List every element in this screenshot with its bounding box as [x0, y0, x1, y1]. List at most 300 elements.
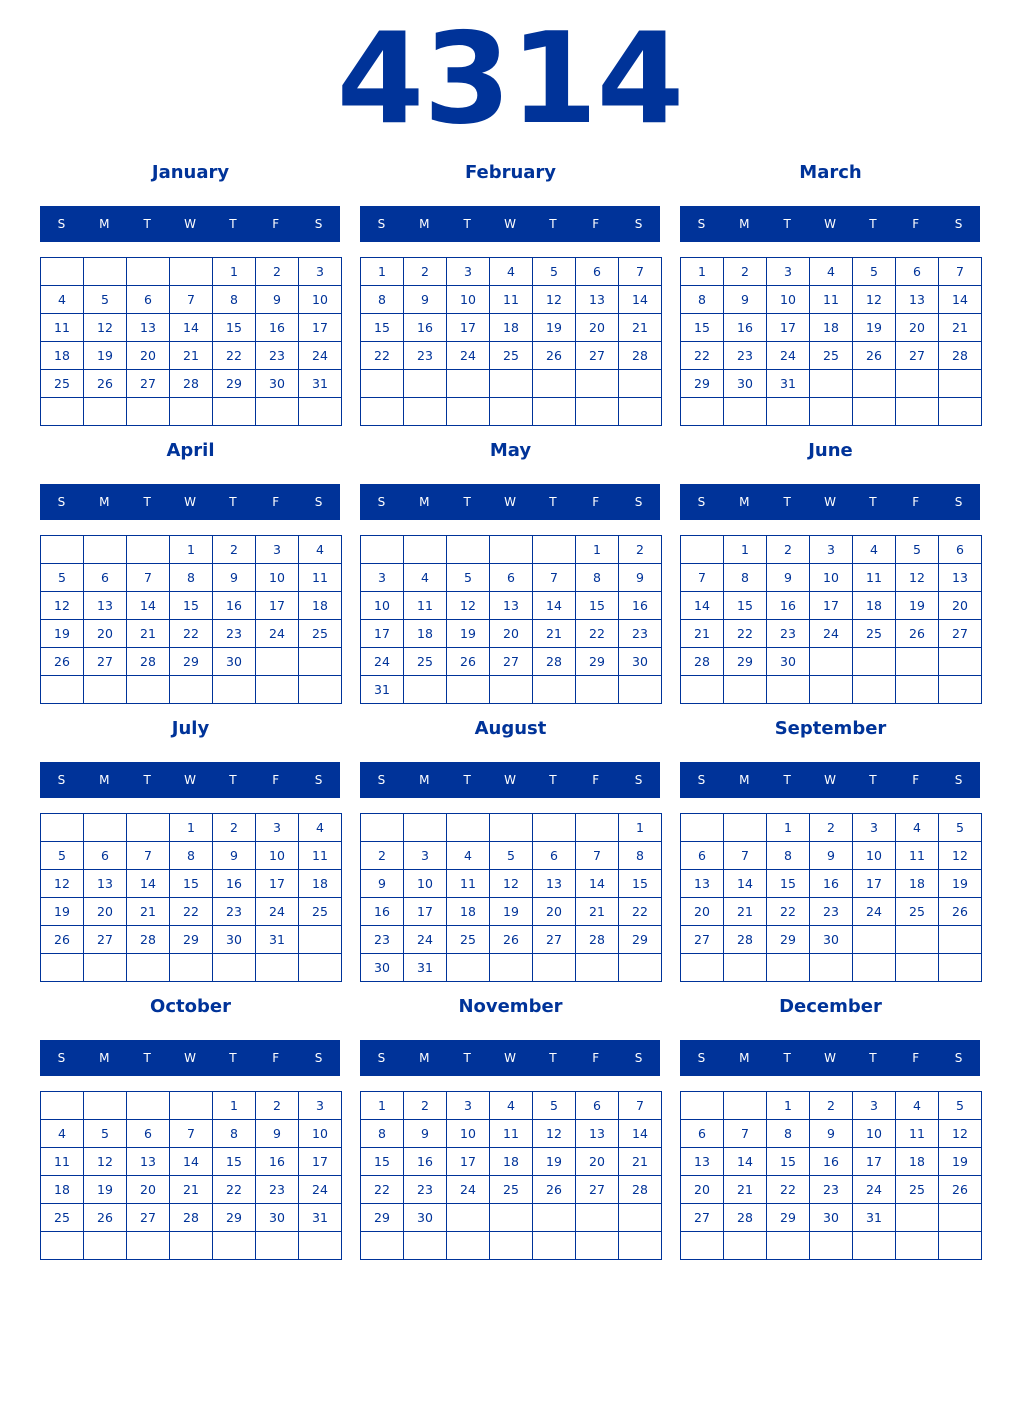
day-cell: 13 [895, 285, 939, 314]
empty-day-cell [83, 535, 127, 564]
day-cell: 23 [723, 341, 767, 370]
weekday-label: F [592, 495, 600, 509]
day-cell: 22 [618, 897, 662, 926]
empty-day-cell [723, 397, 767, 426]
empty-day-cell [446, 953, 490, 982]
day-cell: 5 [938, 813, 982, 842]
day-cell: 17 [403, 897, 447, 926]
weekday-label: S [697, 495, 706, 509]
weekday-label: T [229, 773, 237, 787]
month-name: February [464, 162, 557, 183]
day-cell: 11 [298, 563, 342, 592]
empty-day-cell [489, 1203, 533, 1232]
weekday-label: S [57, 217, 66, 231]
day-cell: 2 [403, 1091, 447, 1120]
empty-day-cell [403, 813, 447, 842]
day-cell: 15 [766, 1147, 810, 1176]
day-cell: 11 [852, 563, 896, 592]
day-cell: 27 [895, 341, 939, 370]
day-cell: 8 [360, 1119, 404, 1148]
day-cell: 21 [618, 313, 662, 342]
day-cell: 3 [255, 813, 299, 842]
day-grid [40, 535, 341, 704]
day-cell: 19 [40, 897, 84, 926]
weekday-label: M [419, 217, 430, 231]
day-cell: 13 [532, 869, 576, 898]
day-cell: 7 [723, 1119, 767, 1148]
day-cell: 24 [255, 897, 299, 926]
day-cell: 22 [680, 341, 724, 370]
day-cell: 9 [360, 869, 404, 898]
day-cell: 17 [298, 313, 342, 342]
day-cell: 12 [489, 869, 533, 898]
weekday-label: S [697, 1051, 706, 1065]
day-grid [360, 535, 661, 704]
day-cell: 16 [255, 313, 299, 342]
day-cell: 16 [809, 869, 853, 898]
day-cell: 5 [83, 285, 127, 314]
day-cell: 26 [489, 925, 533, 954]
day-cell: 1 [766, 1091, 810, 1120]
weekday-label: T [869, 1051, 877, 1065]
weekday-label: T [463, 1051, 471, 1065]
empty-day-cell [446, 1231, 490, 1260]
weekday-header [680, 484, 980, 520]
day-cell: 25 [298, 619, 342, 648]
empty-day-cell [255, 1231, 299, 1260]
day-cell: 14 [618, 285, 662, 314]
empty-day-cell [40, 675, 84, 704]
day-cell: 16 [212, 591, 256, 620]
day-cell: 12 [83, 1147, 127, 1176]
day-cell: 28 [938, 341, 982, 370]
day-cell: 22 [212, 1175, 256, 1204]
month-name: December [779, 996, 882, 1017]
empty-day-cell [809, 953, 853, 982]
empty-day-cell [575, 813, 619, 842]
empty-day-cell [403, 1231, 447, 1260]
day-cell: 13 [575, 1119, 619, 1148]
day-cell: 17 [298, 1147, 342, 1176]
day-cell: 14 [169, 313, 213, 342]
empty-day-cell [852, 397, 896, 426]
empty-day-cell [809, 647, 853, 676]
day-cell: 24 [852, 1175, 896, 1204]
day-cell: 25 [446, 925, 490, 954]
day-cell: 29 [680, 369, 724, 398]
weekday-label: T [143, 1051, 151, 1065]
day-cell: 4 [298, 535, 342, 564]
day-cell: 12 [938, 1119, 982, 1148]
weekday-label: S [634, 773, 643, 787]
weekday-label: T [143, 495, 151, 509]
day-cell: 30 [723, 369, 767, 398]
empty-day-cell [489, 675, 533, 704]
day-cell: 8 [212, 1119, 256, 1148]
empty-day-cell [575, 1203, 619, 1232]
day-cell: 19 [852, 313, 896, 342]
day-cell: 25 [852, 619, 896, 648]
day-cell: 24 [446, 341, 490, 370]
weekday-label: T [869, 773, 877, 787]
day-cell: 27 [83, 925, 127, 954]
day-cell: 17 [852, 869, 896, 898]
day-cell: 13 [126, 1147, 170, 1176]
day-cell: 26 [895, 619, 939, 648]
day-cell: 19 [446, 619, 490, 648]
day-cell: 27 [680, 1203, 724, 1232]
day-cell: 11 [446, 869, 490, 898]
day-cell: 8 [360, 285, 404, 314]
day-cell: 9 [255, 1119, 299, 1148]
day-cell: 20 [126, 1175, 170, 1204]
day-cell: 15 [575, 591, 619, 620]
day-cell: 26 [40, 647, 84, 676]
day-cell: 21 [169, 341, 213, 370]
day-cell: 5 [489, 841, 533, 870]
day-cell: 22 [360, 1175, 404, 1204]
empty-day-cell [360, 535, 404, 564]
empty-day-cell [723, 1091, 767, 1120]
day-cell: 25 [489, 341, 533, 370]
weekday-label: F [272, 217, 280, 231]
day-cell: 19 [83, 1175, 127, 1204]
empty-day-cell [618, 1231, 662, 1260]
day-cell: 30 [255, 369, 299, 398]
day-cell: 9 [403, 1119, 447, 1148]
day-cell: 6 [83, 563, 127, 592]
day-cell: 13 [680, 1147, 724, 1176]
day-cell: 3 [446, 1091, 490, 1120]
day-cell: 29 [575, 647, 619, 676]
weekday-header [360, 484, 660, 520]
day-cell: 3 [298, 257, 342, 286]
day-grid [680, 535, 981, 704]
day-cell: 29 [169, 647, 213, 676]
day-cell: 2 [360, 841, 404, 870]
day-cell: 3 [255, 535, 299, 564]
day-cell: 22 [212, 341, 256, 370]
day-cell: 13 [126, 313, 170, 342]
day-cell: 29 [766, 1203, 810, 1232]
day-cell: 30 [212, 647, 256, 676]
day-cell: 17 [446, 1147, 490, 1176]
empty-day-cell [489, 535, 533, 564]
day-cell: 28 [723, 925, 767, 954]
empty-day-cell [532, 1203, 576, 1232]
weekday-header [360, 206, 660, 242]
weekday-label: T [463, 773, 471, 787]
empty-day-cell [489, 813, 533, 842]
empty-day-cell [532, 1231, 576, 1260]
empty-day-cell [126, 1091, 170, 1120]
day-cell: 23 [212, 619, 256, 648]
day-cell: 2 [766, 535, 810, 564]
weekday-label: F [912, 773, 920, 787]
day-cell: 12 [40, 869, 84, 898]
day-cell: 6 [532, 841, 576, 870]
day-cell: 27 [680, 925, 724, 954]
empty-day-cell [809, 397, 853, 426]
day-cell: 23 [809, 897, 853, 926]
day-cell: 16 [403, 313, 447, 342]
day-grid [680, 1091, 981, 1260]
day-cell: 22 [766, 897, 810, 926]
weekday-label: W [824, 217, 836, 231]
day-cell: 14 [680, 591, 724, 620]
day-cell: 31 [852, 1203, 896, 1232]
day-cell: 15 [212, 1147, 256, 1176]
empty-day-cell [938, 1231, 982, 1260]
day-cell: 18 [40, 1175, 84, 1204]
weekday-label: T [549, 495, 557, 509]
year-title: 4314 [336, 5, 684, 152]
day-cell: 19 [83, 341, 127, 370]
day-cell: 13 [489, 591, 533, 620]
day-cell: 31 [298, 1203, 342, 1232]
day-cell: 20 [895, 313, 939, 342]
day-cell: 18 [403, 619, 447, 648]
empty-day-cell [255, 647, 299, 676]
day-cell: 15 [766, 869, 810, 898]
day-grid [360, 813, 661, 982]
empty-day-cell [126, 813, 170, 842]
weekday-label: F [912, 1051, 920, 1065]
day-cell: 6 [680, 1119, 724, 1148]
day-cell: 16 [403, 1147, 447, 1176]
day-cell: 8 [618, 841, 662, 870]
day-cell: 8 [575, 563, 619, 592]
weekday-label: W [184, 495, 196, 509]
day-cell: 16 [360, 897, 404, 926]
day-cell: 4 [489, 1091, 533, 1120]
weekday-label: M [99, 773, 110, 787]
weekday-label: W [504, 217, 516, 231]
day-cell: 3 [809, 535, 853, 564]
day-cell: 13 [575, 285, 619, 314]
day-cell: 28 [126, 647, 170, 676]
day-cell: 4 [489, 257, 533, 286]
empty-day-cell [938, 953, 982, 982]
day-cell: 25 [403, 647, 447, 676]
weekday-label: S [57, 1051, 66, 1065]
day-cell: 7 [618, 1091, 662, 1120]
day-cell: 22 [723, 619, 767, 648]
day-cell: 12 [852, 285, 896, 314]
day-cell: 14 [618, 1119, 662, 1148]
weekday-label: T [869, 217, 877, 231]
day-cell: 7 [169, 285, 213, 314]
day-cell: 25 [40, 369, 84, 398]
day-cell: 29 [618, 925, 662, 954]
month-name: April [166, 440, 215, 461]
day-cell: 26 [938, 1175, 982, 1204]
weekday-label: W [824, 1051, 836, 1065]
day-cell: 5 [40, 563, 84, 592]
empty-day-cell [403, 675, 447, 704]
empty-day-cell [212, 1231, 256, 1260]
empty-day-cell [766, 1231, 810, 1260]
weekday-label: S [377, 773, 386, 787]
day-cell: 8 [723, 563, 767, 592]
day-cell: 1 [360, 257, 404, 286]
day-cell: 21 [575, 897, 619, 926]
day-cell: 20 [575, 1147, 619, 1176]
month-name: August [474, 718, 547, 739]
day-cell: 24 [360, 647, 404, 676]
day-cell: 16 [766, 591, 810, 620]
weekday-label: T [549, 217, 557, 231]
empty-day-cell [938, 647, 982, 676]
day-cell: 29 [360, 1203, 404, 1232]
month-name: July [171, 718, 210, 739]
day-cell: 15 [212, 313, 256, 342]
empty-day-cell [83, 953, 127, 982]
day-cell: 24 [446, 1175, 490, 1204]
weekday-label: S [57, 495, 66, 509]
day-cell: 19 [532, 313, 576, 342]
day-cell: 20 [489, 619, 533, 648]
empty-day-cell [852, 1231, 896, 1260]
day-cell: 10 [852, 841, 896, 870]
day-cell: 30 [212, 925, 256, 954]
empty-day-cell [40, 535, 84, 564]
day-cell: 4 [403, 563, 447, 592]
day-cell: 23 [403, 341, 447, 370]
empty-day-cell [403, 369, 447, 398]
weekday-label: M [99, 217, 110, 231]
empty-day-cell [446, 369, 490, 398]
day-cell: 16 [212, 869, 256, 898]
empty-day-cell [40, 1231, 84, 1260]
empty-day-cell [212, 397, 256, 426]
weekday-label: T [229, 1051, 237, 1065]
day-cell: 14 [532, 591, 576, 620]
day-grid [680, 257, 981, 426]
day-cell: 7 [169, 1119, 213, 1148]
day-cell: 11 [895, 841, 939, 870]
day-cell: 3 [852, 1091, 896, 1120]
day-cell: 24 [766, 341, 810, 370]
weekday-label: S [314, 773, 323, 787]
weekday-label: S [57, 773, 66, 787]
day-cell: 11 [895, 1119, 939, 1148]
empty-day-cell [680, 953, 724, 982]
day-cell: 28 [618, 341, 662, 370]
empty-day-cell [809, 675, 853, 704]
day-cell: 11 [403, 591, 447, 620]
weekday-label: F [912, 495, 920, 509]
empty-day-cell [83, 1231, 127, 1260]
day-cell: 17 [809, 591, 853, 620]
day-cell: 20 [83, 619, 127, 648]
empty-day-cell [532, 953, 576, 982]
empty-day-cell [895, 1203, 939, 1232]
empty-day-cell [169, 1091, 213, 1120]
day-cell: 9 [723, 285, 767, 314]
day-cell: 14 [938, 285, 982, 314]
day-cell: 31 [298, 369, 342, 398]
weekday-header [40, 1040, 340, 1076]
empty-day-cell [938, 397, 982, 426]
day-cell: 27 [575, 341, 619, 370]
day-cell: 5 [938, 1091, 982, 1120]
weekday-label: M [419, 773, 430, 787]
day-cell: 21 [723, 897, 767, 926]
day-cell: 25 [298, 897, 342, 926]
day-cell: 27 [532, 925, 576, 954]
day-cell: 9 [255, 285, 299, 314]
day-cell: 19 [40, 619, 84, 648]
day-cell: 17 [255, 869, 299, 898]
day-cell: 2 [723, 257, 767, 286]
day-cell: 6 [895, 257, 939, 286]
weekday-label: F [272, 495, 280, 509]
day-cell: 10 [255, 841, 299, 870]
day-cell: 18 [446, 897, 490, 926]
empty-day-cell [618, 369, 662, 398]
day-cell: 30 [403, 1203, 447, 1232]
weekday-header [360, 1040, 660, 1076]
day-cell: 2 [618, 535, 662, 564]
day-cell: 1 [723, 535, 767, 564]
day-cell: 12 [532, 285, 576, 314]
day-cell: 20 [938, 591, 982, 620]
day-cell: 15 [680, 313, 724, 342]
weekday-label: T [783, 495, 791, 509]
day-cell: 22 [169, 897, 213, 926]
month-name: January [151, 162, 230, 183]
empty-day-cell [895, 369, 939, 398]
day-cell: 25 [809, 341, 853, 370]
weekday-header [40, 762, 340, 798]
day-grid [40, 813, 341, 982]
day-cell: 28 [575, 925, 619, 954]
day-cell: 8 [766, 841, 810, 870]
empty-day-cell [938, 369, 982, 398]
day-cell: 14 [169, 1147, 213, 1176]
day-cell: 13 [83, 591, 127, 620]
day-cell: 20 [680, 1175, 724, 1204]
day-cell: 26 [40, 925, 84, 954]
day-cell: 8 [680, 285, 724, 314]
day-cell: 4 [298, 813, 342, 842]
day-cell: 4 [852, 535, 896, 564]
day-cell: 28 [126, 925, 170, 954]
empty-day-cell [40, 257, 84, 286]
day-cell: 20 [532, 897, 576, 926]
empty-day-cell [126, 535, 170, 564]
day-cell: 4 [446, 841, 490, 870]
day-cell: 25 [489, 1175, 533, 1204]
day-cell: 26 [532, 1175, 576, 1204]
empty-day-cell [680, 813, 724, 842]
weekday-header [360, 762, 660, 798]
day-cell: 25 [895, 897, 939, 926]
day-cell: 8 [169, 563, 213, 592]
empty-day-cell [809, 369, 853, 398]
weekday-label: S [314, 495, 323, 509]
day-cell: 30 [255, 1203, 299, 1232]
empty-day-cell [575, 397, 619, 426]
weekday-label: S [954, 217, 963, 231]
empty-day-cell [360, 813, 404, 842]
day-cell: 17 [255, 591, 299, 620]
empty-day-cell [532, 397, 576, 426]
empty-day-cell [532, 813, 576, 842]
empty-day-cell [852, 647, 896, 676]
day-cell: 2 [809, 813, 853, 842]
